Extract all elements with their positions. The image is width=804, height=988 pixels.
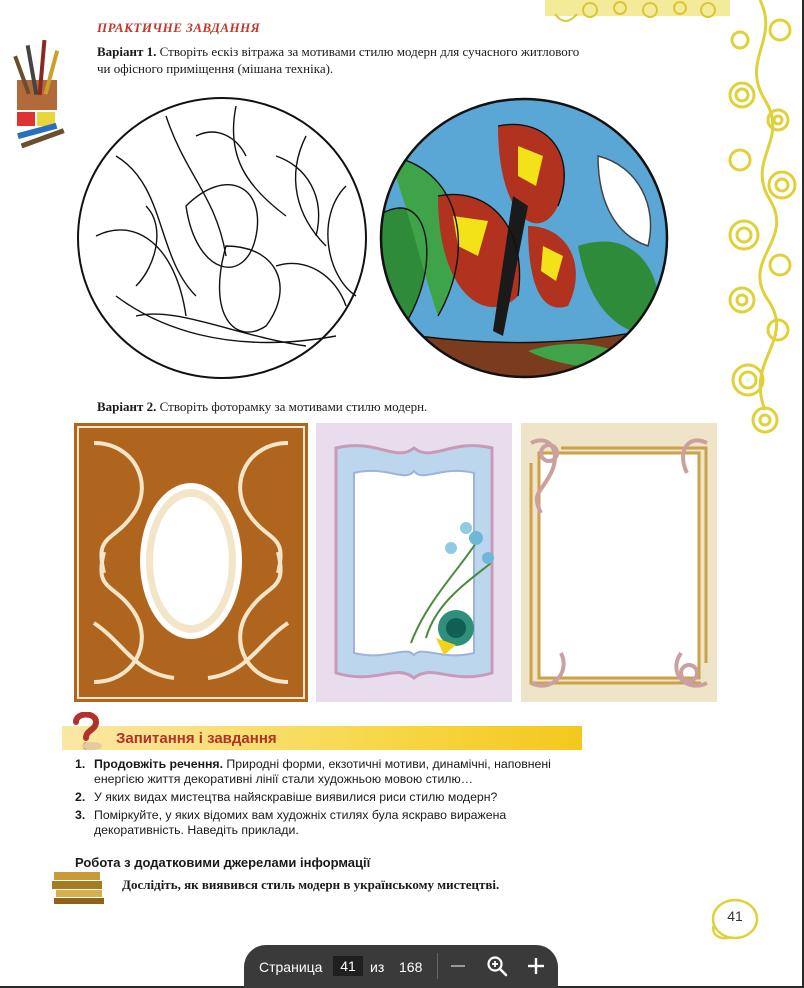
current-page-input[interactable] xyxy=(333,956,363,976)
photo-frame-brown xyxy=(74,423,308,702)
variant-2-body: Створіть фоторамку за мотивами стилю модерн. xyxy=(156,399,428,414)
question-item xyxy=(75,808,585,838)
pdf-toolbar xyxy=(244,945,558,988)
variant-1-label: Варіант 1. xyxy=(97,44,157,59)
minus-icon[interactable] xyxy=(445,953,471,979)
questions-list xyxy=(75,757,585,841)
total-pages: 168 xyxy=(399,959,423,975)
question-item xyxy=(75,790,585,805)
variant-1-text xyxy=(97,43,587,77)
page-number: 41 xyxy=(727,908,743,924)
ornament-top-icon xyxy=(545,0,730,32)
of-label: из xyxy=(370,959,385,975)
variant-1-body: Створіть ескіз вітража за мотивами стилю модерн для сучасного житлового чи офісного приміщення (мішана техніка). xyxy=(97,44,580,76)
question-text: У яких видах мистецтва найяскравіше виявилися риси стилю модерн? xyxy=(94,790,498,804)
question-text: Поміркуйте, у яких відомих вам художніх стилях була яскраво виражена декоративність. Наведіть приклади. xyxy=(94,808,507,837)
question-number: 1. xyxy=(75,757,86,771)
ornament-side-icon xyxy=(720,0,802,445)
plus-icon[interactable] xyxy=(523,953,549,979)
question-item xyxy=(75,757,585,787)
practical-task-title: ПРАКТИЧНЕ ЗАВДАННЯ xyxy=(97,20,261,35)
toolbar-separator xyxy=(437,953,438,979)
page-label: Страница xyxy=(259,959,323,975)
question-lead: Продовжіть речення. xyxy=(94,757,224,771)
question-mark-icon xyxy=(66,712,102,752)
stained-glass-sketch xyxy=(76,96,368,380)
variant-2-label: Варіант 2. xyxy=(97,399,157,414)
photo-frame-golden xyxy=(521,423,717,702)
sources-title: Робота з додатковими джерелами інформації xyxy=(75,855,371,870)
question-number: 3. xyxy=(75,808,86,822)
books-icon xyxy=(52,870,108,904)
questions-title: Запитання і завдання xyxy=(116,730,277,747)
question-text: Природні форми, екзотичні мотиви, динамічні, наповнені енергією життя декоративні лінії стали художньою мовою стилю… xyxy=(94,757,551,786)
stained-glass-colored xyxy=(378,96,670,380)
question-number: 2. xyxy=(75,790,86,804)
variant-2-text xyxy=(97,398,587,415)
sources-text: Дослідіть, як виявився стиль модерн в українському мистецтві. xyxy=(122,877,500,892)
zoom-in-icon[interactable] xyxy=(484,953,510,979)
photo-frame-pastel xyxy=(316,423,512,702)
art-supplies-icon xyxy=(12,30,76,148)
